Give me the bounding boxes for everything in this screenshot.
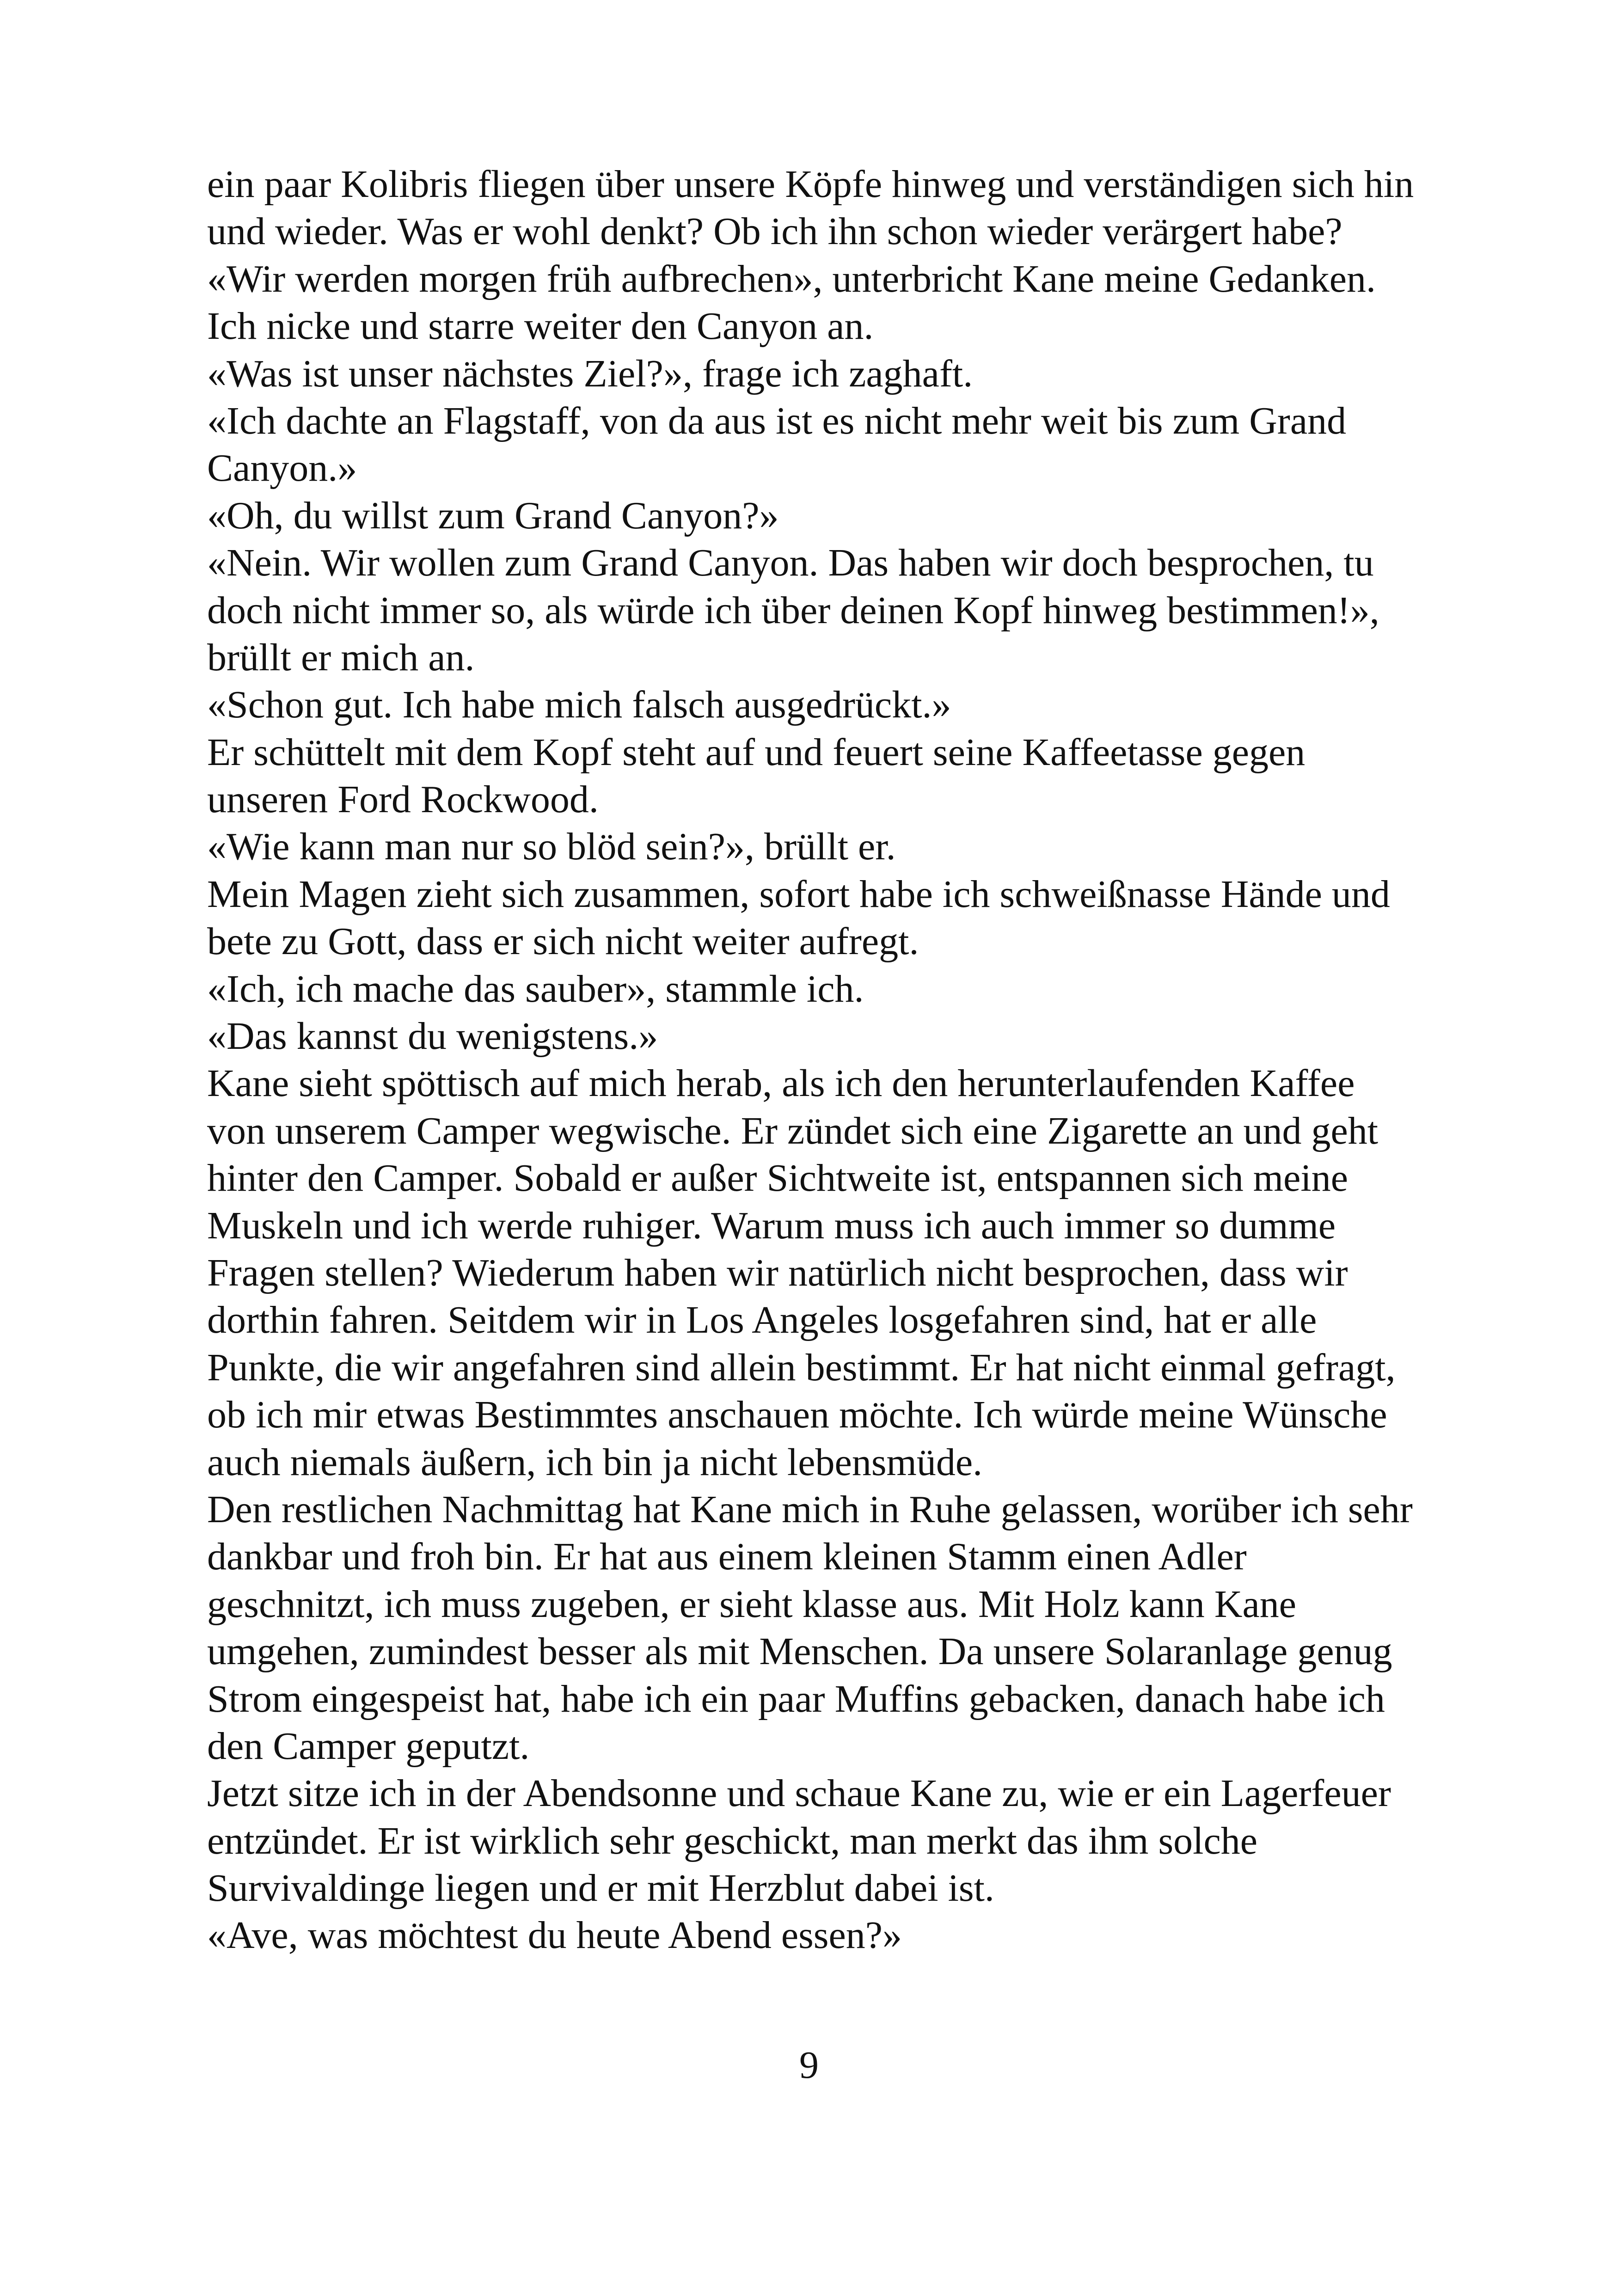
text-line: ob ich mir etwas Bestimmtes anschauen möchte. Ich würde meine Wünsche xyxy=(207,1393,1387,1437)
text-line: Jetzt sitze ich in der Abendsonne und schaue Kane zu, wie er ein Lagerfeuer xyxy=(207,1772,1391,1815)
text-line: Muskeln und ich werde ruhiger. Warum muss ich auch immer so dumme xyxy=(207,1204,1336,1247)
text-line: entzündet. Er ist wirklich sehr geschickt, man merkt das ihm solche xyxy=(207,1819,1258,1862)
text-line: bete zu Gott, dass er sich nicht weiter aufregt. xyxy=(207,920,919,963)
text-line: und wieder. Was er wohl denkt? Ob ich ihn schon wieder verärgert habe? xyxy=(207,210,1342,253)
text-line: Canyon.» xyxy=(207,447,357,490)
text-line: dorthin fahren. Seitdem wir in Los Angeles losgefahren sind, hat er alle xyxy=(207,1298,1317,1342)
text-line: «Wie kann man nur so blöd sein?», brüllt er. xyxy=(207,825,896,869)
text-line: Strom eingespeist hat, habe ich ein paar Muffins gebacken, danach habe ich xyxy=(207,1677,1385,1720)
text-line: «Das kannst du wenigstens.» xyxy=(207,1015,658,1058)
text-line: «Ave, was möchtest du heute Abend essen?» xyxy=(207,1914,902,1957)
text-line: Punkte, die wir angefahren sind allein bestimmt. Er hat nicht einmal gefragt, xyxy=(207,1346,1396,1389)
text-line: Kane sieht spöttisch auf mich herab, als ich den herunterlaufenden Kaffee xyxy=(207,1062,1355,1105)
text-line: umgehen, zumindest besser als mit Menschen. Da unsere Solaranlage genug xyxy=(207,1630,1392,1673)
text-line: den Camper geputzt. xyxy=(207,1724,530,1768)
text-line: von unserem Camper wegwische. Er zündet sich eine Zigarette an und geht xyxy=(207,1109,1379,1152)
text-line: Mein Magen zieht sich zusammen, sofort habe ich schweißnasse Hände und xyxy=(207,872,1390,916)
text-line: «Wir werden morgen früh aufbrechen», unterbricht Kane meine Gedanken. xyxy=(207,257,1376,300)
text-line: doch nicht immer so, als würde ich über deinen Kopf hinweg bestimmen!», xyxy=(207,588,1379,632)
text-line: «Was ist unser nächstes Ziel?», frage ich zaghaft. xyxy=(207,352,973,395)
text-line: brüllt er mich an. xyxy=(207,636,475,679)
text-line: Den restlichen Nachmittag hat Kane mich in Ruhe gelassen, worüber ich sehr xyxy=(207,1488,1413,1531)
text-line: «Nein. Wir wollen zum Grand Canyon. Das haben wir doch besprochen, tu xyxy=(207,541,1374,585)
text-line: Fragen stellen? Wiederum haben wir natürlich nicht besprochen, dass wir xyxy=(207,1251,1348,1294)
text-line: «Schon gut. Ich habe mich falsch ausgedrückt.» xyxy=(207,683,951,727)
body-text xyxy=(207,161,1483,1959)
text-line: «Ich, ich mache das sauber», stammle ich. xyxy=(207,967,864,1010)
text-line: Ich nicke und starre weiter den Canyon an. xyxy=(207,305,874,348)
text-line: Survivaldinge liegen und er mit Herzblut dabei ist. xyxy=(207,1867,994,1910)
text-line: «Ich dachte an Flagstaff, von da aus ist es nicht mehr weit bis zum Grand xyxy=(207,399,1347,442)
page-number: 9 xyxy=(799,2044,819,2087)
text-line: auch niemals äußern, ich bin ja nicht lebensmüde. xyxy=(207,1440,983,1484)
text-line: Er schüttelt mit dem Kopf steht auf und feuert seine Kaffeetasse gegen xyxy=(207,730,1305,774)
text-line: dankbar und froh bin. Er hat aus einem kleinen Stamm einen Adler xyxy=(207,1535,1247,1579)
text-line: geschnitzt, ich muss zugeben, er sieht klasse aus. Mit Holz kann Kane xyxy=(207,1582,1297,1626)
text-line: ein paar Kolibris fliegen über unsere Köpfe hinweg und verständigen sich hin xyxy=(207,163,1414,206)
text-line: hinter den Camper. Sobald er außer Sichtweite ist, entspannen sich meine xyxy=(207,1157,1348,1200)
text-line: «Oh, du willst zum Grand Canyon?» xyxy=(207,494,779,537)
text-line: unseren Ford Rockwood. xyxy=(207,778,599,821)
